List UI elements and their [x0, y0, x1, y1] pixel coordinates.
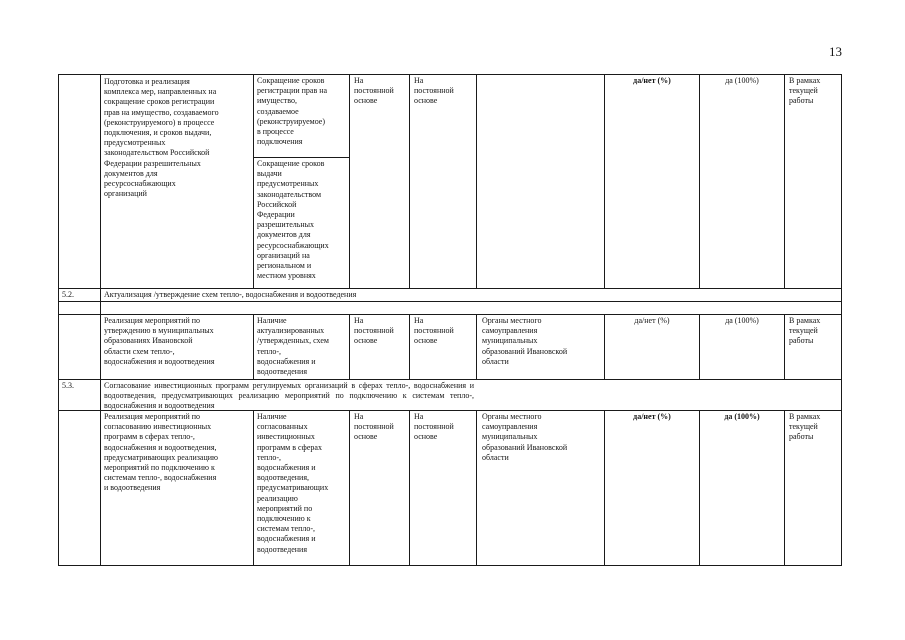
event-cell: Подготовка и реализация комплекса мер, направленных на сокращение сроков регистрации прав на имущество, создаваемого (реконструируемого) в процессе подключения, и сроков выдачи, предусмотренных законодательством Российской Федерации разрешительных документов для ресурсоснабжающих организаций	[104, 77, 219, 199]
responsible-cell: Органы местного самоуправления муниципальных образований Ивановской области	[482, 412, 568, 462]
target-cell: да (100%)	[725, 316, 759, 325]
target-cell: да (100%)	[724, 412, 760, 421]
measure-cell: да/нет (%)	[633, 76, 671, 85]
target-cell: да (100%)	[725, 76, 759, 85]
page-number: 13	[829, 44, 842, 59]
funding-cell: В рамках текущей работы	[789, 412, 821, 442]
indicator-cell: Наличие согласованных инвестиционных программ в сферах тепло-, водоснабжения и водоотведения, предусматривающих реализацию мероприятий по подключению к системам тепло-, водоснабжения и водоотведения	[257, 412, 329, 554]
end-cell: На постоянной основе	[414, 76, 454, 106]
measure-cell: да/нет (%)	[634, 316, 670, 325]
funding-cell: В рамках текущей работы	[789, 76, 821, 106]
end-cell: На постоянной основе	[414, 412, 454, 442]
section-title: Согласование инвестиционных программ регулируемых организаций в сферах тепло-, водоснабжения и водоотведения, предусматривающих реализацию мероприятий по подключению к системам тепло-, водоснабжения и водоотведения	[104, 381, 474, 411]
section-title: Актуализация /утверждение схем тепло-, водоснабжения и водоотведения	[104, 290, 357, 299]
indicator-cell: Сокращение сроков выдачи предусмотренных законодательством Российской Федерации разрешительных документов для ресурсоснабжающих организаций на региональном и местном уровнях	[257, 159, 329, 281]
indicator-cell: Сокращение сроков регистрации прав на имущество, создаваемое (реконструируемое) в процессе подключения	[257, 76, 328, 147]
indicator-cell: Наличие актуализированных /утвержденных, схем тепло-, водоснабжения и водоотведения	[257, 316, 329, 377]
responsible-cell: Органы местного самоуправления муниципальных образований Ивановской области	[482, 316, 568, 366]
event-cell: Реализация мероприятий по утверждению в муниципальных образованиях Ивановской области схем тепло-, водоснабжения и водоотведения	[104, 316, 215, 366]
funding-cell: В рамках текущей работы	[789, 316, 821, 346]
measure-cell: да/нет (%)	[633, 412, 671, 421]
end-cell: На постоянной основе	[414, 316, 454, 346]
start-cell: На постоянной основе	[354, 412, 394, 442]
start-cell: На постоянной основе	[354, 316, 394, 346]
section-number: 5.2.	[62, 290, 74, 299]
start-cell: На постоянной основе	[354, 76, 394, 106]
section-number: 5.3.	[62, 381, 74, 390]
event-cell: Реализация мероприятий по согласованию инвестиционных программ в сферах тепло-, водоснабжения и водоотведения, предусматривающих реализацию мероприятий по подключению к системам тепло-, водоснабжения и водоотведения	[104, 412, 219, 493]
